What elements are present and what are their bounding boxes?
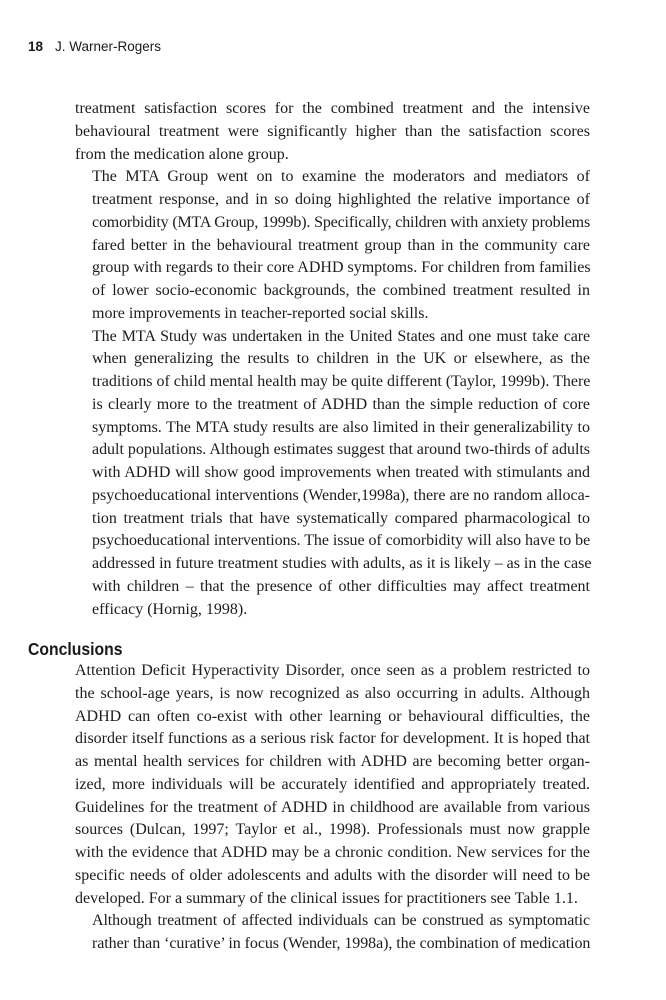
text-line: as mental health services for children with ADHD are becoming better organ- xyxy=(75,753,590,770)
text-line: rather than ‘curative’ in focus (Wender, 1998a), the combination of medication xyxy=(92,935,591,952)
text-line: Although treatment of affected individuals can be construed as symptomatic xyxy=(92,912,590,930)
page-number: 18 xyxy=(28,39,44,54)
text-line: adult populations. Although estimates suggest that around two-thirds of adults xyxy=(92,441,590,459)
text-line: the school-age years, is now recognized as also occurring in adults. Although xyxy=(75,684,590,702)
paragraph-satisfaction-scores xyxy=(75,98,590,166)
paragraph-mta-study-us xyxy=(75,326,590,622)
text-line: is clearly more to the treatment of ADHD than the simple reduction of core xyxy=(92,395,590,413)
paragraph-symptomatic-treatment xyxy=(75,910,590,956)
text-line: efficacy (Hornig, 1998). xyxy=(92,600,248,618)
text-line: specific needs of older adolescents and adults with the disorder will need to be xyxy=(75,866,590,884)
text-line: psychoeducational interventions. The issue of comorbidity will also have to be xyxy=(92,532,591,550)
text-line: developed. For a summary of the clinical issues for practitioners see Table 1.1. xyxy=(75,889,578,907)
text-line: behavioural treatment were significantly higher than the satisfaction scores xyxy=(75,122,590,140)
text-line: group with regards to their core ADHD symptoms. For children from families xyxy=(92,259,591,277)
text-line: more improvements in teacher-reported social skills. xyxy=(92,304,429,322)
text-line: comorbidity (MTA Group, 1999b). Specifically, children with anxiety problems xyxy=(92,213,591,231)
body-text-conclusions xyxy=(75,660,590,956)
text-line: treatment response, and in so doing highlighted the relative importance of xyxy=(92,191,590,208)
text-line: from the medication alone group. xyxy=(75,145,289,163)
text-line: when generalizing the results to children in the UK or elsewhere, as the xyxy=(92,350,590,368)
text-line: with children – that the presence of other difficulties may affect treatment xyxy=(92,577,590,595)
text-line: with the evidence that ADHD may be a chronic condition. New services for the xyxy=(75,844,590,861)
text-line: The MTA Group went on to examine the moderators and mediators of xyxy=(92,168,590,186)
section-heading-conclusions: Conclusions xyxy=(28,638,123,659)
body-text-before-conclusions xyxy=(75,98,590,621)
text-line: addressed in future treatment studies with adults, as it is likely – as in the case xyxy=(92,555,592,572)
text-line: sources (Dulcan, 1997; Taylor et al., 1998). Professionals must now grapple xyxy=(75,821,590,839)
text-line: psychoeducational interventions (Wender,1998a), there are no random alloca- xyxy=(92,486,590,504)
text-line: treatment satisfaction scores for the combined treatment and the intensive xyxy=(75,100,590,117)
text-line: Attention Deficit Hyperactivity Disorder, once seen as a problem restricted to xyxy=(75,662,590,679)
text-line: The MTA Study was undertaken in the United States and one must take care xyxy=(92,327,590,345)
running-head xyxy=(28,39,161,54)
paragraph-moderators-mediators xyxy=(75,166,590,325)
text-line: traditions of child mental health may be quite different (Taylor, 1999b). There xyxy=(92,373,591,390)
paragraph-adhd-adults xyxy=(75,660,590,910)
text-line: tion treatment trials that have systematically compared pharmacological to xyxy=(92,509,590,527)
text-line: fared better in the behavioural treatment group than in the community care xyxy=(92,236,590,254)
text-line: Guidelines for the treatment of ADHD in childhood are available from various xyxy=(75,798,590,816)
text-line: disorder itself functions as a serious risk factor for development. It is hoped that xyxy=(75,730,590,748)
running-head-author: J. Warner-Rogers xyxy=(55,39,162,54)
text-line: of lower socio-economic backgrounds, the combined treatment resulted in xyxy=(92,282,590,299)
text-line: with ADHD will show good improvements when treated with stimulants and xyxy=(92,464,590,481)
text-line: ADHD can often co-exist with other learning or behavioural difficulties, the xyxy=(75,707,590,725)
text-line: ized, more individuals will be accurately identified and appropriately treated. xyxy=(75,775,590,793)
text-line: symptoms. The MTA study results are also limited in their generalizability to xyxy=(92,418,590,436)
